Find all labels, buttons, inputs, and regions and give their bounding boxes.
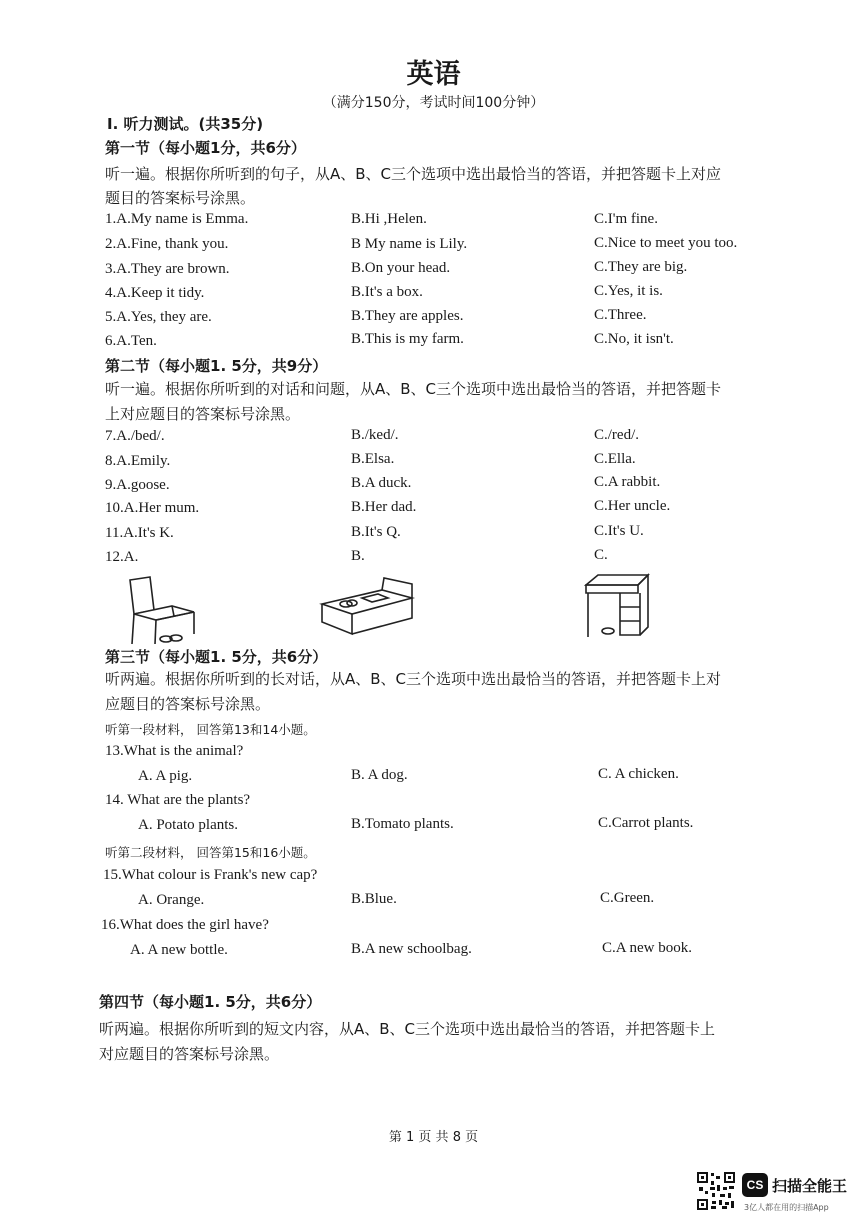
q2-option-a: 2.A.Fine, thank you. [105,236,229,252]
q14-option-b: B.Tomato plants. [351,816,454,832]
q10-option-a: 10.A.Her mum. [105,500,200,516]
scanner-tagline: 3亿人都在用的扫描App [744,1203,829,1212]
section4-heading: 第四节（每小题1. 5分，共6分） [99,993,322,1011]
camscanner-logo: CS [742,1173,768,1197]
q8-option-a: 8.A.Emily. [105,453,171,469]
page-subtitle: （满分150分，考试时间100分钟） [322,95,545,111]
q15-question: 15.What colour is Frank's new cap? [103,867,318,883]
q7-option-b: B./ked/. [351,427,399,443]
q5-option-c: C.Three. [594,307,647,323]
page-title: 英语 [406,59,461,90]
bed-with-shoes-picture [318,576,416,638]
q9-option-b: B.A duck. [351,475,412,491]
q7-option-c: C./red/. [594,427,639,443]
q14-option-c: C.Carrot plants. [598,815,694,831]
section1-instruction-line2: 题目的答案标号涂黑。 [105,189,256,207]
chair-with-shoes-picture [122,574,202,646]
q8-option-b: B.Elsa. [351,451,395,467]
q12-option-a: 12.A. [105,549,139,565]
section2-instruction-line2: 上对应题目的答案标号涂黑。 [105,405,301,423]
q6-option-c: C.No, it isn't. [594,331,674,347]
q15-option-b: B.Blue. [351,891,397,907]
q4-option-a: 4.A.Keep it tidy. [105,285,205,301]
q9-option-c: C.A rabbit. [594,474,661,490]
q5-option-a: 5.A.Yes, they are. [105,309,212,325]
section2-heading: 第二节（每小题1. 5分，共9分） [105,357,328,375]
desk-with-shoes-picture [584,573,650,639]
q4-option-b: B.It's a box. [351,284,423,300]
q6-option-a: 6.A.Ten. [105,333,157,349]
q3-option-c: C.They are big. [594,259,688,275]
q2-option-b: B My name is Lily. [351,236,468,252]
q10-option-c: C.Her uncle. [594,498,671,514]
section4-instruction-line2: 对应题目的答案标号涂黑。 [99,1045,280,1063]
section3-heading: 第三节（每小题1. 5分，共6分） [105,648,328,666]
q9-option-a: 9.A.goose. [105,477,170,493]
qr-code-icon [696,1171,736,1211]
q4-option-c: C.Yes, it is. [594,283,663,299]
q7-option-a: 7.A./bed/. [105,428,165,444]
q15-option-c: C.Green. [600,890,655,906]
q11-option-c: C.It's U. [594,523,644,539]
q12-option-c: C. [594,547,608,563]
q15-option-a: A. Orange. [138,892,205,908]
q14-question: 14. What are the plants? [105,792,251,808]
section2-instruction-line1: 听一遍。根据你所听到的对话和问题，从A、B、C三个选项中选出最恰当的答语，并把答题卡 [105,380,722,398]
scanner-brand-name: 扫描全能王 [772,1177,848,1195]
q12-option-b: B. [351,548,365,564]
q6-option-b: B.This is my farm. [351,331,464,347]
q11-option-a: 11.A.It's K. [105,525,174,541]
q16-option-c: C.A new book. [602,940,692,956]
q10-option-b: B.Her dad. [351,499,417,515]
section4-instruction-line1: 听两遍。根据你所听到的短文内容，从A、B、C三个选项中选出最恰当的答语，并把答题卡上 [99,1020,716,1038]
q1-option-b: B.Hi ,Helen. [351,211,427,227]
q11-option-b: B.It's Q. [351,524,401,540]
section3-note-1: 听第一段材料， 回答第13和14小题。 [105,722,316,737]
section3-instruction-line1: 听两遍。根据你所听到的长对话，从A、B、C三个选项中选出最恰当的答语，并把答题卡上对 [105,670,722,688]
q8-option-c: C.Ella. [594,451,636,467]
q3-option-b: B.On your head. [351,260,451,276]
q13-option-b: B. A dog. [351,767,408,783]
q16-option-a: A. A new bottle. [130,942,228,958]
q16-question: 16.What does the girl have? [101,917,269,933]
q2-option-c: C.Nice to meet you too. [594,235,738,251]
q13-question: 13.What is the animal? [105,743,244,759]
q5-option-b: B.They are apples. [351,308,464,324]
q13-option-c: C. A chicken. [598,766,679,782]
section3-instruction-line2: 应题目的答案标号涂黑。 [105,695,271,713]
section1-instruction-line1: 听一遍。根据你所听到的句子，从A、B、C三个选项中选出最恰当的答语，并把答题卡上对应 [105,165,722,183]
section1-heading: 第一节（每小题1分，共6分） [105,139,306,157]
q16-option-b: B.A new schoolbag. [351,941,472,957]
q1-option-c: C.I'm fine. [594,211,658,227]
part1-heading: I. 听力测试。(共35分) [107,115,264,133]
q13-option-a: A. A pig. [138,768,193,784]
q14-option-a: A. Potato plants. [138,817,238,833]
page-number-footer: 第 1 页 共 8 页 [388,1130,479,1145]
q1-option-a: 1.A.My name is Emma. [105,211,249,227]
section3-note-2: 听第二段材料， 回答第15和16小题。 [105,845,316,860]
q3-option-a: 3.A.They are brown. [105,261,230,277]
